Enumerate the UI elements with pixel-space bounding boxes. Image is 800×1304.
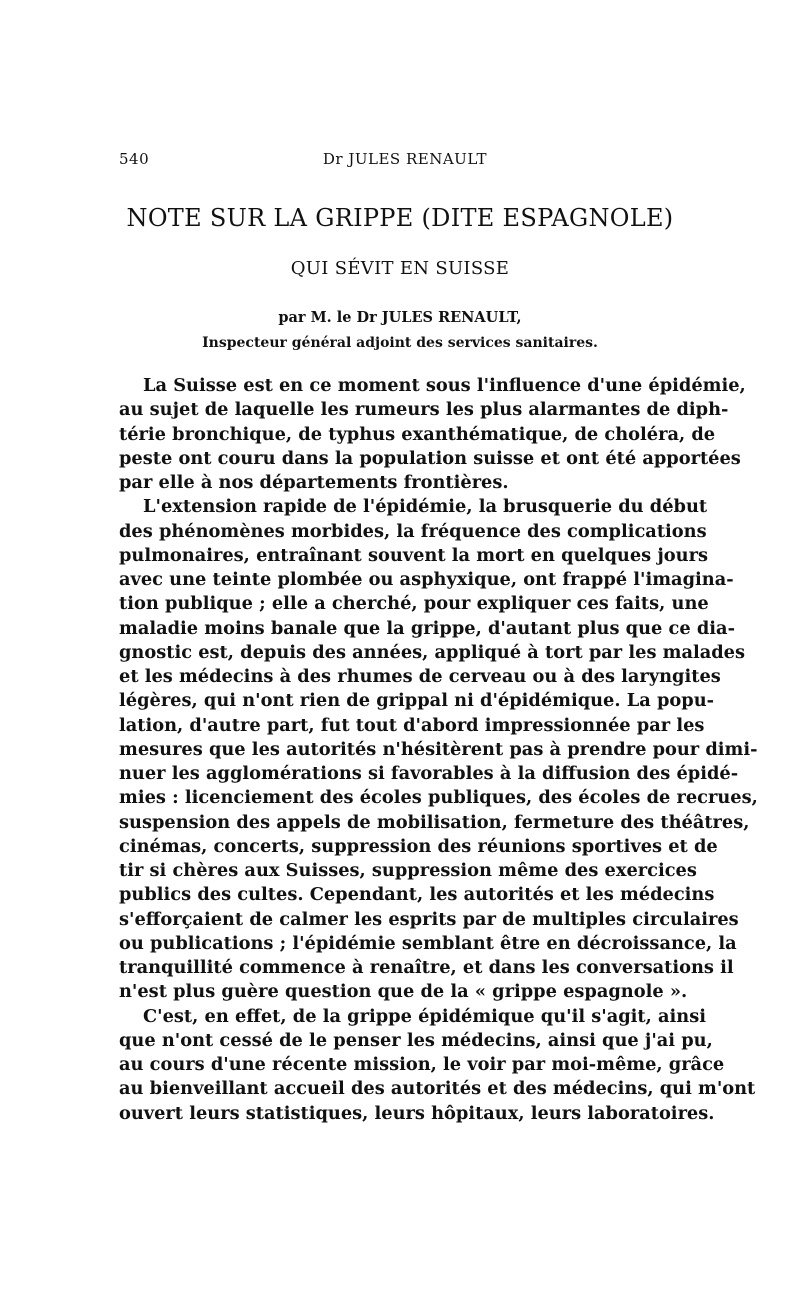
body-line: avec une teinte plombée ou asphyxique, ont frappé l'imagina-: [119, 569, 734, 590]
body-line: et les médecins à des rhumes de cerveau ou à des laryngites: [119, 666, 721, 687]
body-text: [119, 374, 758, 1126]
body-line: mesures que les autorités n'hésitèrent pas à prendre pour dimi-: [119, 738, 758, 760]
body-line: La Suisse est en ce moment sous l'influence d'une épidémie,: [143, 375, 746, 396]
body-line: ouvert leurs statistiques, leurs hôpitaux, leurs laboratoires.: [119, 1102, 715, 1124]
body-line: lation, d'autre part, fut tout d'abord impressionnée par les: [119, 714, 705, 736]
body-line: ou publications ; l'épidémie semblant être en décroissance, la: [119, 932, 737, 954]
body-line: au bienveillant accueil des autorités et des médecins, qui m'ont: [119, 1078, 756, 1100]
article-title: NOTE SUR LA GRIPPE (DITE ESPAGNOLE): [126, 204, 674, 232]
body-line: L'extension rapide de l'épidémie, la brusquerie du début: [143, 496, 708, 518]
header-author: Dr JULES RENAULT: [322, 150, 488, 168]
body-line: au sujet de laquelle les rumeurs les plus alarmantes de diph-: [119, 399, 729, 421]
body-line: tir si chères aux Suisses, suppression même des exercices: [119, 860, 697, 881]
article-subtitle: QUI SÉVIT EN SUISSE: [290, 258, 510, 279]
body-line: peste ont couru dans la population suisse et ont été apportées: [119, 447, 741, 469]
page-number: 540: [119, 150, 150, 168]
running-head: [119, 150, 691, 174]
body-line: C'est, en effet, de la grippe épidémique qu'il s'agit, ainsi: [143, 1005, 707, 1027]
body-line: tion publique ; elle a cherché, pour expliquer ces faits, une: [119, 593, 709, 615]
body-line: au cours d'une récente mission, le voir par moi-même, grâce: [119, 1054, 725, 1075]
body-line: suspension des appels de mobilisation, fermeture des théâtres,: [119, 811, 750, 833]
body-line: maladie moins banale que la grippe, d'autant plus que ce dia-: [119, 617, 735, 639]
body-line: s'efforçaient de calmer les esprits par de multiples circulaires: [119, 908, 739, 930]
byline: par M. le Dr JULES RENAULT,: [278, 309, 522, 326]
body-line: mies : licenciement des écoles publiques, des écoles de recrues,: [119, 787, 758, 809]
body-line: n'est plus guère question que de la « grippe espagnole ».: [119, 981, 688, 1003]
body-line: nuer les agglomérations si favorables à la diffusion des épidé-: [119, 763, 739, 784]
body-line: publics des cultes. Cependant, les autorités et les médecins: [119, 884, 715, 906]
body-line: pulmonaires, entraînant souvent la mort en quelques jours: [119, 544, 708, 566]
body-line: tranquillité commence à renaître, et dans les conversations il: [119, 957, 734, 978]
body-line: cinémas, concerts, suppression des réunions sportives et de: [119, 835, 718, 857]
body-line: que n'ont cessé de le penser les médecins, ainsi que j'ai pu,: [119, 1029, 713, 1051]
body-line: des phénomènes morbides, la fréquence des complications: [119, 520, 707, 542]
author-role: Inspecteur général adjoint des services sanitaires.: [202, 335, 598, 351]
body-line: légères, qui n'ont rien de grippal ni d'épidémique. La popu-: [119, 690, 715, 712]
body-line: gnostic est, depuis des années, appliqué à tort par les malades: [119, 641, 746, 663]
body-line: térie bronchique, de typhus exanthématique, de choléra, de: [119, 423, 716, 445]
body-line: par elle à nos départements frontières.: [119, 472, 509, 493]
